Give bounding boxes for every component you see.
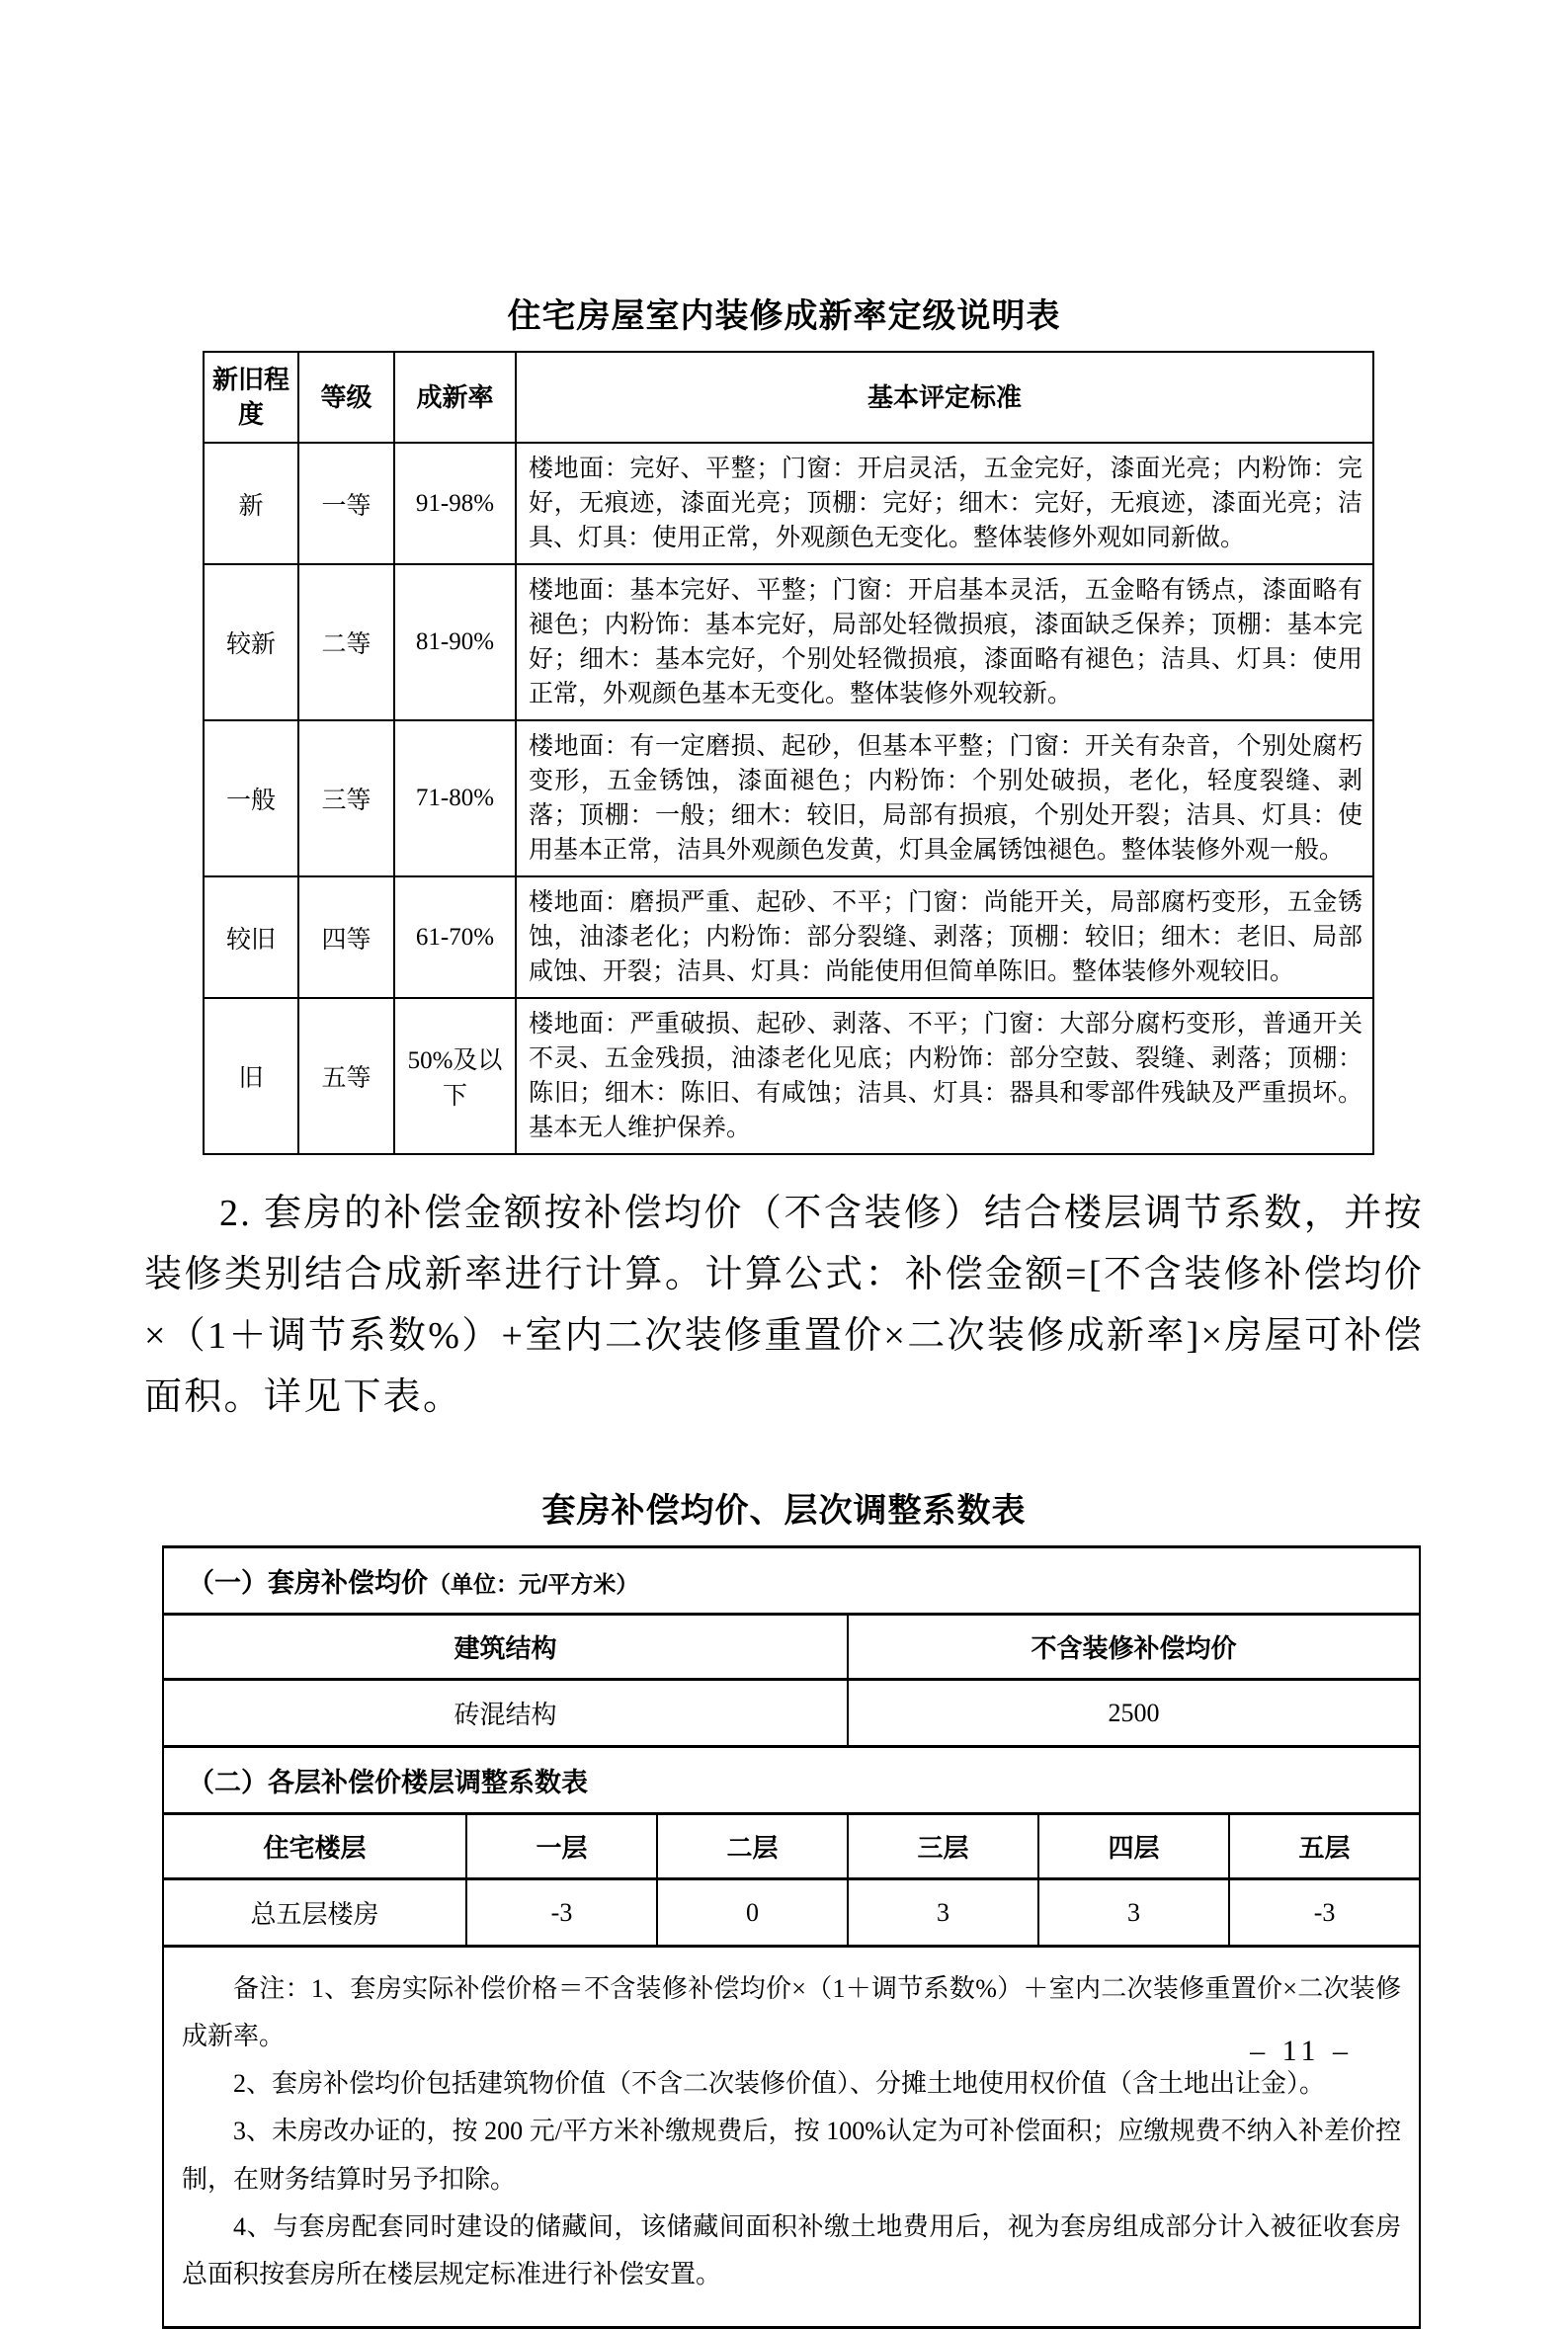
- section1-header-row: [163, 1547, 1420, 1615]
- degree-cell: 较旧: [204, 876, 298, 998]
- price-cell: 2500: [848, 1680, 1420, 1747]
- note-item: 3、未房改办证的，按 200 元/平方米补缴规费后，按 100%认定为可补偿面积；应缴规费不纳入补差价控制，在财务结算时另予扣除。: [182, 2117, 1402, 2194]
- floor-header-cell: 住宅楼层: [163, 1814, 466, 1879]
- criteria-cell: 楼地面：基本完好、平整；门窗：开启基本灵活，五金略有锈点，漆面略有褪色；内粉饰：基本完好，局部处轻微损痕，漆面缺乏保养；顶棚：基本完好；细木：基本完好，个别处轻微损痕，漆面略有褪色；洁具、灯具：使用正常，外观颜色基本无变化。整体装修外观较新。: [516, 564, 1373, 720]
- grade-cell: 五等: [298, 998, 394, 1154]
- rate-cell: 61-70%: [394, 876, 516, 998]
- criteria-cell: 楼地面：磨损严重、起砂、不平；门窗：尚能开关，局部腐朽变形，五金锈蚀，油漆老化；内粉饰：部分裂缝、剥落；顶棚：较旧；细木：老旧、局部咸蚀、开裂；洁具、灯具：尚能使用但简单陈旧。整体装修外观较旧。: [516, 876, 1373, 998]
- newness-rate-table: [203, 351, 1374, 1155]
- floor-value-cell: -3: [466, 1879, 657, 1947]
- floor-value-cell: 总五层楼房: [163, 1879, 466, 1947]
- note-item: 4、与套房配套同时建设的储藏间，该储藏间面积补缴土地费用后，视为套房组成部分计入被征收套房总面积按套房所在楼层规定标准进行补偿安置。: [182, 2211, 1402, 2288]
- compensation-coefficient-table: [162, 1545, 1421, 2329]
- rate-cell: 91-98%: [394, 443, 516, 564]
- header-grade: 等级: [298, 352, 394, 443]
- floor-value-cell: 3: [1038, 1879, 1229, 1947]
- grade-cell: 二等: [298, 564, 394, 720]
- floor-value-cell: -3: [1229, 1879, 1420, 1947]
- floor-header-cell: 一层: [466, 1814, 657, 1879]
- structure-value-row: [163, 1680, 1420, 1747]
- table-row: [204, 443, 1373, 564]
- floor-header-cell: 二层: [657, 1814, 848, 1879]
- section1-unit: （单位：元/平方米）: [428, 1571, 639, 1598]
- page-number: – 11 –: [1250, 2035, 1353, 2067]
- paragraph-2: 2. 套房的补偿金额按补偿均价（不含装修）结合楼层调节系数，并按装修类别结合成新率进行计算。计算公式：补偿金额=[不含装修补偿均价×（1＋调节系数%）+室内二次装修重置价×二次装修成新率]×房屋可补偿面积。详见下表。: [144, 1193, 1424, 1419]
- degree-cell: 新: [204, 443, 298, 564]
- floor-header-cell: 五层: [1229, 1814, 1420, 1879]
- rate-cell: 81-90%: [394, 564, 516, 720]
- table-row: [204, 876, 1373, 998]
- price-header-cell: 不含装修补偿均价: [848, 1615, 1420, 1680]
- floor-value-cell: 0: [657, 1879, 848, 1947]
- structure-header-cell: 建筑结构: [163, 1615, 848, 1680]
- notes-row: [163, 1947, 1420, 2328]
- floor-header-cell: 三层: [848, 1814, 1038, 1879]
- table2-title: 套房补偿均价、层次调整系数表: [541, 1492, 1027, 1531]
- section2-header-row: [163, 1747, 1420, 1814]
- floor-value-row: [163, 1879, 1420, 1947]
- note-item: 备注：1、套房实际补偿价格＝不含装修补偿均价×（1＋调节系数%）＋室内二次装修重置价×二次装修成新率。: [182, 1974, 1402, 2051]
- floor-header-row: [163, 1814, 1420, 1879]
- degree-cell: 较新: [204, 564, 298, 720]
- table-header-row: [204, 352, 1373, 443]
- grade-cell: 三等: [298, 720, 394, 876]
- degree-cell: 一般: [204, 720, 298, 876]
- table-row: [204, 564, 1373, 720]
- table-row: [204, 998, 1373, 1154]
- header-criteria: 基本评定标准: [516, 352, 1373, 443]
- section1-header: [163, 1547, 1420, 1615]
- floor-value-cell: 3: [848, 1879, 1038, 1947]
- header-rate: 成新率: [394, 352, 516, 443]
- criteria-cell: 楼地面：完好、平整；门窗：开启灵活，五金完好，漆面光亮；内粉饰：完好，无痕迹，漆面光亮；顶棚：完好；细木：完好，无痕迹，漆面光亮；洁具、灯具：使用正常，外观颜色无变化。整体装修外观如同新做。: [516, 443, 1373, 564]
- degree-cell: 旧: [204, 998, 298, 1154]
- note-item: 2、套房补偿均价包括建筑物价值（不含二次装修价值）、分摊土地使用权价值（含土地出让金）。: [233, 2069, 1326, 2099]
- notes-cell: [163, 1947, 1420, 2328]
- criteria-cell: 楼地面：有一定磨损、起砂，但基本平整；门窗：开关有杂音，个别处腐朽变形，五金锈蚀，漆面褪色；内粉饰：个别处破损，老化，轻度裂缝、剥落；顶棚：一般；细木：较旧，局部有损痕，个别处开裂；洁具、灯具：使用基本正常，洁具外观颜色发黄，灯具金属锈蚀褪色。整体装修外观一般。: [516, 720, 1373, 876]
- section2-header: （二）各层补偿价楼层调整系数表: [163, 1747, 1420, 1814]
- section1-label: （一）套房补偿均价: [188, 1568, 428, 1599]
- rate-cell: 71-80%: [394, 720, 516, 876]
- rate-cell: 50%及以下: [394, 998, 516, 1154]
- grade-cell: 一等: [298, 443, 394, 564]
- criteria-cell: 楼地面：严重破损、起砂、剥落、不平；门窗：大部分腐朽变形，普通开关不灵、五金残损，油漆老化见底；内粉饰：部分空鼓、裂缝、剥落；顶棚：陈旧；细木：陈旧、有咸蚀；洁具、灯具：器具和零部件残缺及严重损坏。基本无人维护保养。: [516, 998, 1373, 1154]
- table-row: [204, 720, 1373, 876]
- header-degree: 新旧程度: [204, 352, 298, 443]
- structure-cell: 砖混结构: [163, 1680, 848, 1747]
- structure-header-row: [163, 1615, 1420, 1680]
- table1-title: 住宅房屋室内装修成新率定级说明表: [507, 297, 1061, 335]
- grade-cell: 四等: [298, 876, 394, 998]
- floor-header-cell: 四层: [1038, 1814, 1229, 1879]
